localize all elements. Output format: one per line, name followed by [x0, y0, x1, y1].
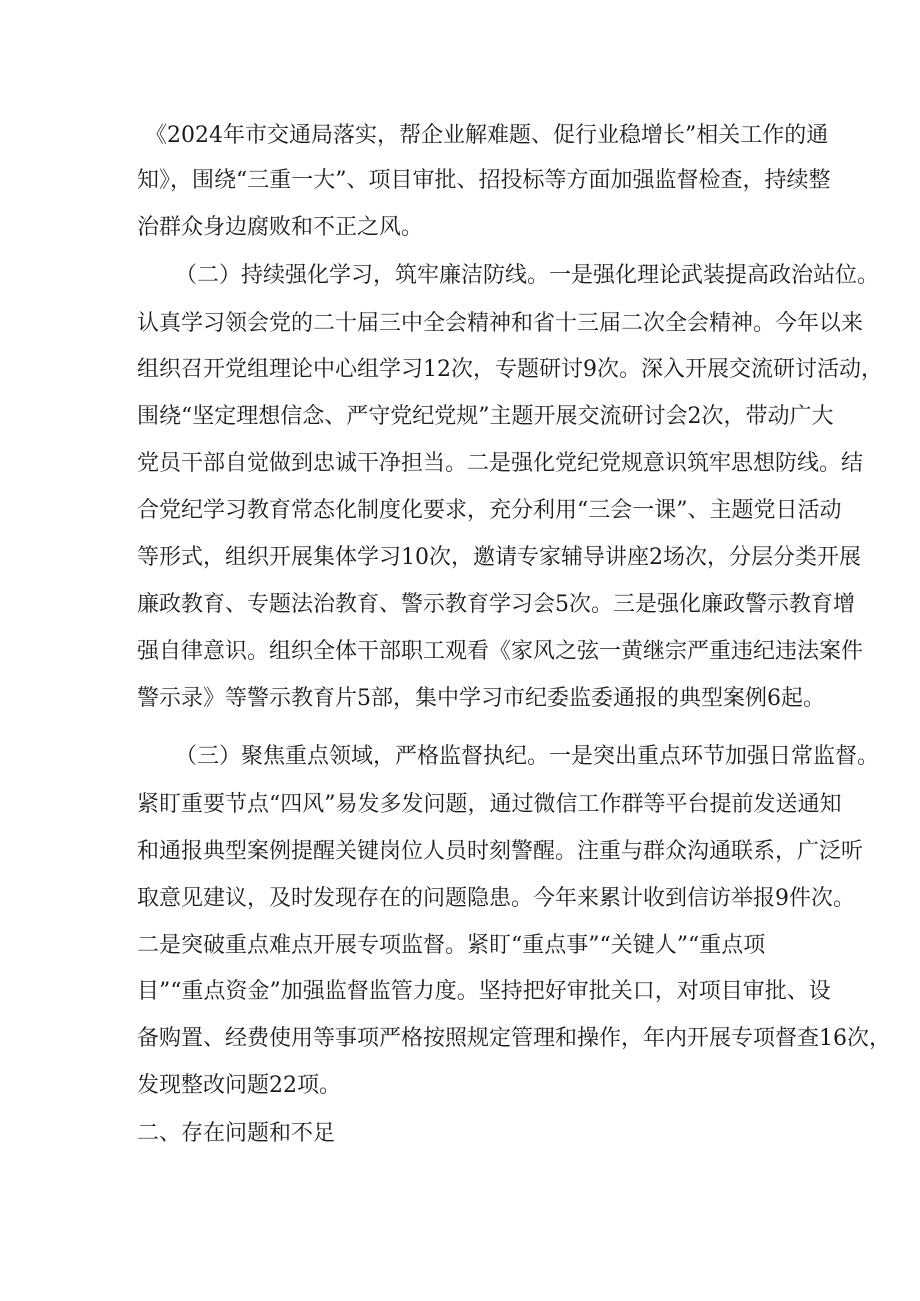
- text-line: 备购置、经费使用等事项严格按照规定管理和操作，年内开展专项督查16次，: [137, 1026, 891, 1051]
- text-line: 围绕“坚定理想信念、严守党纪党规”主题开展交流研讨会2次，带动广大: [137, 404, 834, 429]
- text-line: 组织召开党组理论中心组学习12次，专题研讨9次。深入开展交流研讨活动，: [137, 357, 883, 382]
- text-line: 警示录》等警示教育片5部，集中学习市纪委监委通报的典型案例6起。: [137, 686, 825, 711]
- text-line: 党员干部自觉做到忠诚干净担当。二是强化党纪党规意识筑牢思想防线。结: [137, 451, 864, 476]
- text-line: 目”“重点资金”加强监督监管力度。坚持把好审批关口，对项目审批、设: [137, 979, 831, 1004]
- text-line: 廉政教育、专题法治教育、警示教育学习会5次。三是强化廉政警示教育增: [137, 592, 855, 617]
- text-line: 等形式，组织开展集体学习10次，邀请专家辅导讲座2场次，分层分类开展: [137, 545, 861, 570]
- text-line: 认真学习领会党的二十届三中全会精神和省十三届二次全会精神。今年以来: [137, 311, 864, 336]
- text-line: 取意见建议，及时发现存在的问题隐患。今年来累计收到信访举报9件次。: [137, 886, 855, 911]
- text-line: 知》，围绕“三重一大”、项目审批、招投标等方面加强监督检查，持续整: [137, 168, 831, 193]
- text-line: 《2024年市交通局落实，帮企业解难题、促行业稳增长”相关工作的通: [145, 123, 829, 148]
- paragraph-heading: （三）聚焦重点领域，严格监督执纪。一是突出重点环节加强日常监督。: [175, 744, 880, 769]
- text-line: 发现整改问题22项。: [137, 1073, 341, 1098]
- text-line: 二是突破重点难点开展专项监督。紧盯“重点事”“关键人”“重点项: [137, 933, 766, 958]
- paragraph-heading: （二）持续强化学习，筑牢廉洁防线。一是强化理论武装提高政治站位。: [175, 263, 880, 288]
- text-line: 和通报典型案例提醒关键岗位人员时刻警醒。注重与群众沟通联系，广泛听: [137, 839, 864, 864]
- text-line: 二、存在问题和不足: [137, 1121, 336, 1146]
- text-line: 强自律意识。组织全体干部职工观看《家风之弦一黄继宗严重违纪违法案件: [137, 639, 864, 664]
- text-line: 紧盯重要节点“四风”易发多发问题，通过微信工作群等平台提前发送通知: [137, 792, 842, 817]
- text-line: 治群众身边腐败和不正之风。: [137, 215, 424, 240]
- text-line: 合党纪学习教育常态化制度化要求，充分利用“三会一课”、主题党日活动: [137, 498, 842, 523]
